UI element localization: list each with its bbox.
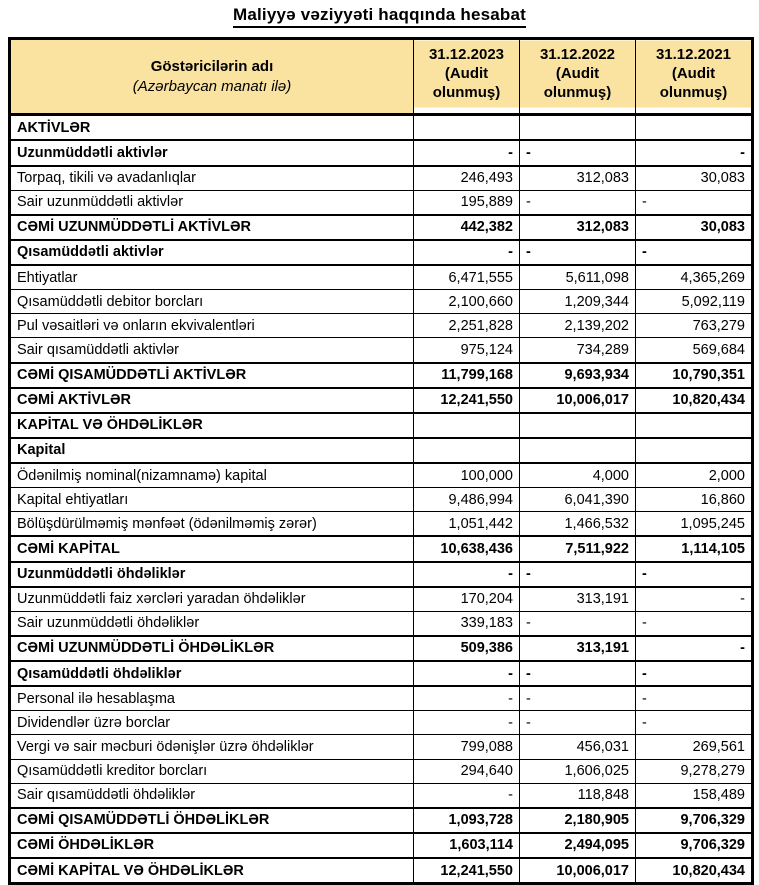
row-label: Qısamüddətli aktivlər [10, 240, 414, 265]
row-label: CƏMİ KAPİTAL VƏ ÖHDƏLİKLƏR [10, 858, 414, 884]
table-row [10, 661, 753, 686]
value-cell: - [414, 140, 520, 165]
value-cell: - [636, 611, 753, 636]
value-cell: - [520, 686, 636, 711]
row-label: Qısamüddətli öhdəliklər [10, 661, 414, 686]
table-row [10, 115, 753, 141]
page-title: Maliyyə vəziyyəti haqqında hesabat [233, 5, 526, 28]
value-cell: - [520, 240, 636, 265]
row-label: CƏMİ AKTİVLƏR [10, 388, 414, 413]
table-row [10, 488, 753, 512]
table-row [10, 587, 753, 612]
value-cell: 195,889 [414, 190, 520, 215]
table-row [10, 536, 753, 561]
value-cell: 2,251,828 [414, 314, 520, 338]
value-cell: 10,820,434 [636, 388, 753, 413]
value-cell: - [414, 562, 520, 587]
row-label: Kapital [10, 438, 414, 463]
value-cell: 6,471,555 [414, 265, 520, 290]
value-cell: - [414, 711, 520, 735]
value-cell: - [520, 711, 636, 735]
indicator-name-header [10, 39, 414, 115]
value-cell: 118,848 [520, 783, 636, 808]
indicator-name-title: Göstəricilərin adı [150, 58, 274, 76]
table-row [10, 314, 753, 338]
value-cell: 10,820,434 [636, 858, 753, 884]
value-cell: 100,000 [414, 463, 520, 488]
value-cell: 1,051,442 [414, 512, 520, 537]
value-cell: 294,640 [414, 759, 520, 783]
column-header-note: (Audit olunmuş) [659, 64, 728, 101]
value-cell: 339,183 [414, 611, 520, 636]
value-cell: - [414, 783, 520, 808]
value-cell [414, 438, 520, 463]
row-label: CƏMİ ÖHDƏLİKLƏR [10, 833, 414, 858]
table-row [10, 413, 753, 438]
row-label: CƏMİ QISAMÜDDƏTLİ AKTİVLƏR [10, 363, 414, 388]
value-cell: - [636, 240, 753, 265]
value-cell: 30,083 [636, 215, 753, 240]
row-label: Sair qısamüddətli aktivlər [10, 338, 414, 363]
column-header-31.12.2022 [520, 39, 636, 115]
value-cell: - [636, 562, 753, 587]
value-cell: 734,289 [520, 338, 636, 363]
value-cell: 170,204 [414, 587, 520, 612]
value-cell: 799,088 [414, 735, 520, 759]
row-label: Sair uzunmüddətli aktivlər [10, 190, 414, 215]
row-label: Sair qısamüddətli öhdəliklər [10, 783, 414, 808]
table-row [10, 512, 753, 537]
row-label: AKTİVLƏR [10, 115, 414, 141]
value-cell: 10,790,351 [636, 363, 753, 388]
value-cell [636, 438, 753, 463]
table-body [10, 115, 753, 884]
table-row [10, 463, 753, 488]
value-cell: 569,684 [636, 338, 753, 363]
table-row [10, 338, 753, 363]
value-cell: 456,031 [520, 735, 636, 759]
row-label: Vergi və sair məcburi ödənişlər üzrə öhdəliklər [10, 735, 414, 759]
table-row [10, 735, 753, 759]
value-cell: 9,278,279 [636, 759, 753, 783]
balance-sheet-table [8, 37, 754, 885]
row-label: Qısamüddətli kreditor borcları [10, 759, 414, 783]
table-row [10, 388, 753, 413]
value-cell: 12,241,550 [414, 388, 520, 413]
value-cell: - [636, 711, 753, 735]
value-cell: 12,241,550 [414, 858, 520, 884]
value-cell: 11,799,168 [414, 363, 520, 388]
column-header-date: 31.12.2021 [655, 46, 732, 63]
row-label: Uzunmüddətli aktivlər [10, 140, 414, 165]
value-cell: - [636, 636, 753, 661]
table-row [10, 611, 753, 636]
value-cell: 10,006,017 [520, 388, 636, 413]
value-cell [636, 115, 753, 141]
value-cell: 7,511,922 [520, 536, 636, 561]
value-cell: 158,489 [636, 783, 753, 808]
value-cell: - [636, 587, 753, 612]
column-header-31.12.2023 [414, 39, 520, 115]
value-cell: - [414, 661, 520, 686]
value-cell [414, 413, 520, 438]
row-label: CƏMİ UZUNMÜDDƏTLİ ÖHDƏLİKLƏR [10, 636, 414, 661]
value-cell: 313,191 [520, 636, 636, 661]
value-cell: 9,693,934 [520, 363, 636, 388]
table-row [10, 140, 753, 165]
value-cell: 1,093,728 [414, 808, 520, 833]
row-label: Sair uzunmüddətli öhdəliklər [10, 611, 414, 636]
table-row [10, 215, 753, 240]
row-label: Personal ilə hesablaşma [10, 686, 414, 711]
value-cell: - [520, 661, 636, 686]
row-label: Ehtiyatlar [10, 265, 414, 290]
value-cell: 269,561 [636, 735, 753, 759]
table-header [10, 39, 753, 115]
value-cell: 30,083 [636, 166, 753, 191]
title-bar [0, 0, 759, 28]
value-cell: 4,000 [520, 463, 636, 488]
value-cell: 246,493 [414, 166, 520, 191]
column-header-date: 31.12.2023 [428, 46, 505, 63]
value-cell: 9,486,994 [414, 488, 520, 512]
row-label: Torpaq, tikili və avadanlıqlar [10, 166, 414, 191]
value-cell: 509,386 [414, 636, 520, 661]
row-label: CƏMİ KAPİTAL [10, 536, 414, 561]
value-cell [414, 115, 520, 141]
row-label: CƏMİ QISAMÜDDƏTLİ ÖHDƏLİKLƏR [10, 808, 414, 833]
value-cell: 6,041,390 [520, 488, 636, 512]
column-header-note: (Audit olunmuş) [432, 64, 501, 101]
table-row [10, 783, 753, 808]
value-cell: 9,706,329 [636, 808, 753, 833]
value-cell: 9,706,329 [636, 833, 753, 858]
row-label: Ödənilmiş nominal(nizamnamə) kapital [10, 463, 414, 488]
value-cell: - [636, 140, 753, 165]
table-row [10, 562, 753, 587]
indicator-name-subtitle: (Azərbaycan manatı ilə) [132, 77, 292, 95]
value-cell: 2,494,095 [520, 833, 636, 858]
row-label: Kapital ehtiyatları [10, 488, 414, 512]
table-row [10, 190, 753, 215]
column-header-date: 31.12.2022 [539, 46, 616, 63]
value-cell: 2,000 [636, 463, 753, 488]
value-cell: - [414, 686, 520, 711]
value-cell: 1,114,105 [636, 536, 753, 561]
table-row [10, 290, 753, 314]
value-cell: 5,092,119 [636, 290, 753, 314]
table-row [10, 265, 753, 290]
row-label: Uzunmüddətli öhdəliklər [10, 562, 414, 587]
value-cell: 1,606,025 [520, 759, 636, 783]
value-cell: 2,100,660 [414, 290, 520, 314]
value-cell: 10,006,017 [520, 858, 636, 884]
row-label: Bölüşdürülməmiş mənfəət (ödənilməmiş zərər) [10, 512, 414, 537]
row-label: Qısamüddətli debitor borcları [10, 290, 414, 314]
value-cell: 16,860 [636, 488, 753, 512]
value-cell: 1,095,245 [636, 512, 753, 537]
value-cell: 442,382 [414, 215, 520, 240]
table-row [10, 636, 753, 661]
value-cell: 1,603,114 [414, 833, 520, 858]
table-row [10, 438, 753, 463]
value-cell: - [520, 140, 636, 165]
column-header-note: (Audit olunmuş) [543, 64, 612, 101]
value-cell: 5,611,098 [520, 265, 636, 290]
row-label: CƏMİ UZUNMÜDDƏTLİ AKTİVLƏR [10, 215, 414, 240]
value-cell [520, 438, 636, 463]
value-cell: 2,180,905 [520, 808, 636, 833]
value-cell: - [636, 686, 753, 711]
value-cell: 1,209,344 [520, 290, 636, 314]
value-cell: 1,466,532 [520, 512, 636, 537]
column-header-31.12.2021 [636, 39, 753, 115]
value-cell: - [520, 611, 636, 636]
table-row [10, 240, 753, 265]
table-row [10, 711, 753, 735]
value-cell: - [636, 661, 753, 686]
row-label: Uzunmüddətli faiz xərcləri yaradan öhdəliklər [10, 587, 414, 612]
value-cell: 763,279 [636, 314, 753, 338]
value-cell: 975,124 [414, 338, 520, 363]
value-cell: - [414, 240, 520, 265]
row-label: KAPİTAL VƏ ÖHDƏLİKLƏR [10, 413, 414, 438]
table-row [10, 759, 753, 783]
table-row [10, 363, 753, 388]
value-cell: 4,365,269 [636, 265, 753, 290]
value-cell: - [520, 562, 636, 587]
value-cell: 312,083 [520, 215, 636, 240]
header-row [10, 39, 753, 115]
table-row [10, 833, 753, 858]
value-cell [520, 413, 636, 438]
value-cell [520, 115, 636, 141]
table-row [10, 858, 753, 884]
table-row [10, 808, 753, 833]
row-label: Pul vəsaitləri və onların ekvivalentləri [10, 314, 414, 338]
value-cell [636, 413, 753, 438]
row-label: Dividendlər üzrə borclar [10, 711, 414, 735]
value-cell: 2,139,202 [520, 314, 636, 338]
value-cell: - [520, 190, 636, 215]
value-cell: 10,638,436 [414, 536, 520, 561]
value-cell: 313,191 [520, 587, 636, 612]
table-row [10, 686, 753, 711]
table-row [10, 166, 753, 191]
value-cell: - [636, 190, 753, 215]
value-cell: 312,083 [520, 166, 636, 191]
